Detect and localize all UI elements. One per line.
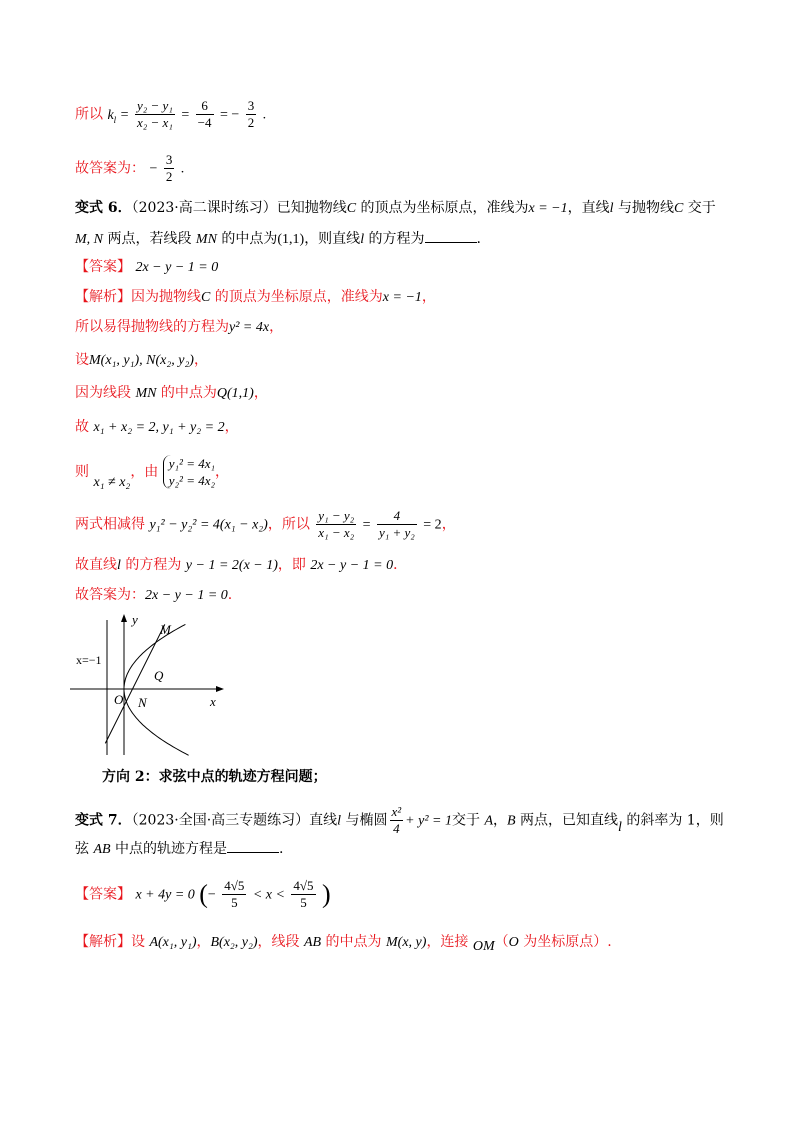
equals-two: = 2 <box>423 517 442 533</box>
solution-text: 为坐标原点）. <box>518 934 612 950</box>
question-text: ，直线 <box>567 200 610 216</box>
math-MN: MN <box>135 386 157 401</box>
math-l: l <box>609 201 614 216</box>
math-directrix: x = −1 <box>382 290 422 305</box>
solution-text: 的中点为 <box>321 934 387 950</box>
solution-text: （ <box>494 934 509 950</box>
question-text: 与椭圆 <box>341 812 388 829</box>
fraction-slope: $\frac{\text{y₁ − y₂}}{\text{x₁ − x₂}}$ <box>318 508 355 540</box>
y-axis-label: y <box>132 612 138 627</box>
math-A: A <box>484 813 493 829</box>
question-text: 交于 <box>683 200 716 216</box>
math-points-MN: M(x₁, y₁), N(x₂, y₂) <box>89 353 194 368</box>
equation-system: y₁² = 4x₁ y₂² = 4x₂ <box>163 455 215 489</box>
solution-text: . <box>227 587 233 603</box>
origin-label: O <box>114 692 124 707</box>
right-paren: ) <box>322 879 331 909</box>
x-axis-label: x <box>210 694 216 709</box>
solution-text: 故答案为： <box>75 587 145 603</box>
solution6-line1 <box>75 287 436 308</box>
solution-text: ， <box>215 464 230 480</box>
variant7-question-line2 <box>75 838 283 860</box>
math-AB: AB <box>304 935 322 950</box>
parabola-curve <box>124 624 189 755</box>
math-OM: OM <box>472 939 495 954</box>
solution-text: ， <box>269 319 284 335</box>
answer-blank <box>425 228 477 243</box>
period: . <box>279 841 284 857</box>
k-symbol: $k_l$ <box>107 107 117 125</box>
math-C: C <box>201 290 211 305</box>
solution6-line2 <box>75 317 283 338</box>
solution-text: 的中点为 <box>156 385 217 401</box>
solution-text: 所以易得抛物线的方程为 <box>75 319 229 335</box>
math-A-coords: A(x₁, y₁) <box>149 935 197 950</box>
inequality: < x < <box>252 887 285 903</box>
variant6-question-line1 <box>75 198 716 219</box>
fraction-4-sum: $\frac{4}{\text{y₁ + y₂}}$ <box>378 508 415 540</box>
question-text: 的方程为 <box>364 231 425 247</box>
math-directrix: x = −1 <box>528 201 568 216</box>
fraction-dy-dx: $\frac{\text{y₂ − y₁}}{\text{x₂ − x₁}}$ <box>137 98 173 130</box>
math-MN: MN <box>195 232 217 247</box>
math-line-eq-final: 2x − y − 1 = 0 <box>310 558 394 573</box>
equals-sign: = − <box>219 107 240 123</box>
question-text: （2023·高二课时练习）已知抛物线 <box>131 200 347 216</box>
solution-tag: 【解析】 <box>75 934 131 950</box>
slope-result-line <box>75 98 266 131</box>
point-Q-label: Q <box>154 668 164 683</box>
solution-text: 故直线 <box>75 557 117 573</box>
solution6-line3 <box>75 350 208 371</box>
solution-text: 设 <box>75 352 89 368</box>
math-neq: x₁ ≠ x₂ <box>93 475 131 490</box>
math-C: C <box>673 201 684 216</box>
solution-text: ，即 <box>277 557 311 573</box>
solution6-line5 <box>75 417 239 438</box>
math-l: l <box>337 813 342 829</box>
solution-text: ，由 <box>130 464 159 480</box>
solution6-line8 <box>75 555 407 576</box>
question-text: ，则直线 <box>304 231 361 247</box>
math-O: O <box>508 935 519 950</box>
minus-sign: − <box>207 887 216 903</box>
solution6-line6 <box>75 455 229 489</box>
math-C: C <box>346 201 357 216</box>
solution-text: ，连接 <box>426 934 473 950</box>
fraction-x2-4: $\frac{\text{x²}}{4}$ <box>391 804 402 836</box>
answer-value: 2x − y − 1 = 0 <box>135 260 219 275</box>
question-text: 两点，若线段 <box>103 231 196 247</box>
math-sum-eq: x₁ + x₂ = 2, y₁ + y₂ = 2 <box>93 420 225 435</box>
solution7-line1 <box>75 932 612 953</box>
fraction-4root5-5: $\frac{4√5}{5}$ <box>224 878 245 910</box>
question-text: 的斜率为 1，则 <box>621 812 724 829</box>
solution-text: ， <box>421 289 436 305</box>
solution-text: ， <box>193 352 208 368</box>
parabola-figure <box>70 610 240 760</box>
chord-line <box>105 624 165 743</box>
solution-text: 设 <box>131 934 150 950</box>
math-M-coords: M(x, y) <box>386 935 427 950</box>
solution6-line9 <box>75 585 232 606</box>
math-parabola-eq: y² = 4x <box>229 320 270 335</box>
math-midpoint-Q: Q(1,1) <box>216 386 254 401</box>
variant7-question-line1 <box>75 804 724 837</box>
equals-sign: = <box>120 107 129 123</box>
question-text: 两点，已知直线 <box>515 812 619 829</box>
prefix-text: 所以 <box>75 106 103 123</box>
point-M-label: M <box>160 622 171 637</box>
math-ellipse: + y² = 1 <box>405 813 452 829</box>
math-MN-points: M, N <box>75 232 103 247</box>
question-text: 交于 <box>451 812 485 829</box>
answer-line-prev <box>75 152 184 185</box>
variant-label: 变式 7． <box>75 812 132 829</box>
math-point: (1,1) <box>277 232 305 247</box>
question-text: 弦 <box>75 841 94 857</box>
solution-tag: 【解析】 <box>75 289 131 305</box>
solution-text: ， <box>253 385 268 401</box>
solution-text: ． <box>393 557 408 573</box>
answer6-line <box>75 257 218 278</box>
fraction-6-neg4: $\frac{6}{-4}$ <box>197 98 212 130</box>
solution-text: 的顶点为坐标原点，准线为 <box>210 289 383 305</box>
period: . <box>262 107 267 123</box>
math-AB: AB <box>93 842 111 857</box>
solution-text: ，线段 <box>257 934 304 950</box>
solution-text: ，所以 <box>267 516 310 533</box>
solution6-line7 <box>75 508 456 541</box>
math-l: l <box>117 558 121 573</box>
question-text: （2023·全国·高三专题练习）直线 <box>131 812 338 829</box>
solution-text: ， <box>441 516 456 533</box>
solution-text: 的方程为 <box>120 557 186 573</box>
math-B-coords: B(x₂, y₂) <box>210 935 258 950</box>
answer-tag: 【答案】 <box>75 259 131 275</box>
question-text: 的顶点为坐标原点，准线为 <box>356 200 529 216</box>
math-subtracted-eq: y₁² − y₂² = 4(x₁ − x₂) <box>149 517 268 533</box>
math-l: l <box>618 819 622 835</box>
math-line-eq: y − 1 = 2(x − 1) <box>185 558 278 573</box>
solution-text: 故 <box>75 419 94 435</box>
math-final-answer: 2x − y − 1 = 0 <box>145 588 228 603</box>
answer7-line <box>75 878 331 911</box>
solution-text: 因为抛物线 <box>131 289 201 305</box>
question-text: 中点的轨迹方程是 <box>110 841 228 857</box>
y-axis-arrow-icon <box>121 614 127 622</box>
solution-text: 因为线段 <box>75 385 136 401</box>
variant-label: 变式 6． <box>75 200 132 216</box>
math-l: l <box>360 232 365 247</box>
equals-sign: = <box>181 107 190 123</box>
period: . <box>476 231 481 247</box>
x-axis-arrow-icon <box>216 686 224 692</box>
question-text: 与抛物线 <box>613 200 674 216</box>
question-text: ， <box>493 812 507 829</box>
minus-sign: − <box>149 161 158 177</box>
solution-text: 则 <box>75 464 94 480</box>
solution-text: ， <box>196 934 211 950</box>
point-N-label: N <box>138 695 147 710</box>
solution-text: 两式相减得 <box>75 516 150 533</box>
variant6-question-line2 <box>75 228 481 250</box>
answer-tag: 【答案】 <box>75 886 131 903</box>
solution6-line4 <box>75 383 268 404</box>
period: . <box>180 161 185 177</box>
section-heading: 方向 2：求弦中点的轨迹方程问题； <box>102 769 327 785</box>
left-paren: ( <box>199 879 208 909</box>
equals-sign: = <box>362 517 371 533</box>
question-text: 的中点为 <box>216 231 278 247</box>
answer-equation: x + 4y = 0 <box>135 887 195 903</box>
fraction-3-2: $\frac{3}{2}$ <box>165 152 173 184</box>
solution-text: ， <box>224 419 239 435</box>
answer-blank <box>227 838 279 853</box>
directrix-label: x=−1 <box>76 653 102 667</box>
fraction-4root5-5: $\frac{4√5}{5}$ <box>293 878 314 910</box>
math-B: B <box>507 813 516 829</box>
fraction-3-2: $\frac{3}{2}$ <box>247 98 255 130</box>
prefix-text: 故答案为： <box>75 160 145 177</box>
